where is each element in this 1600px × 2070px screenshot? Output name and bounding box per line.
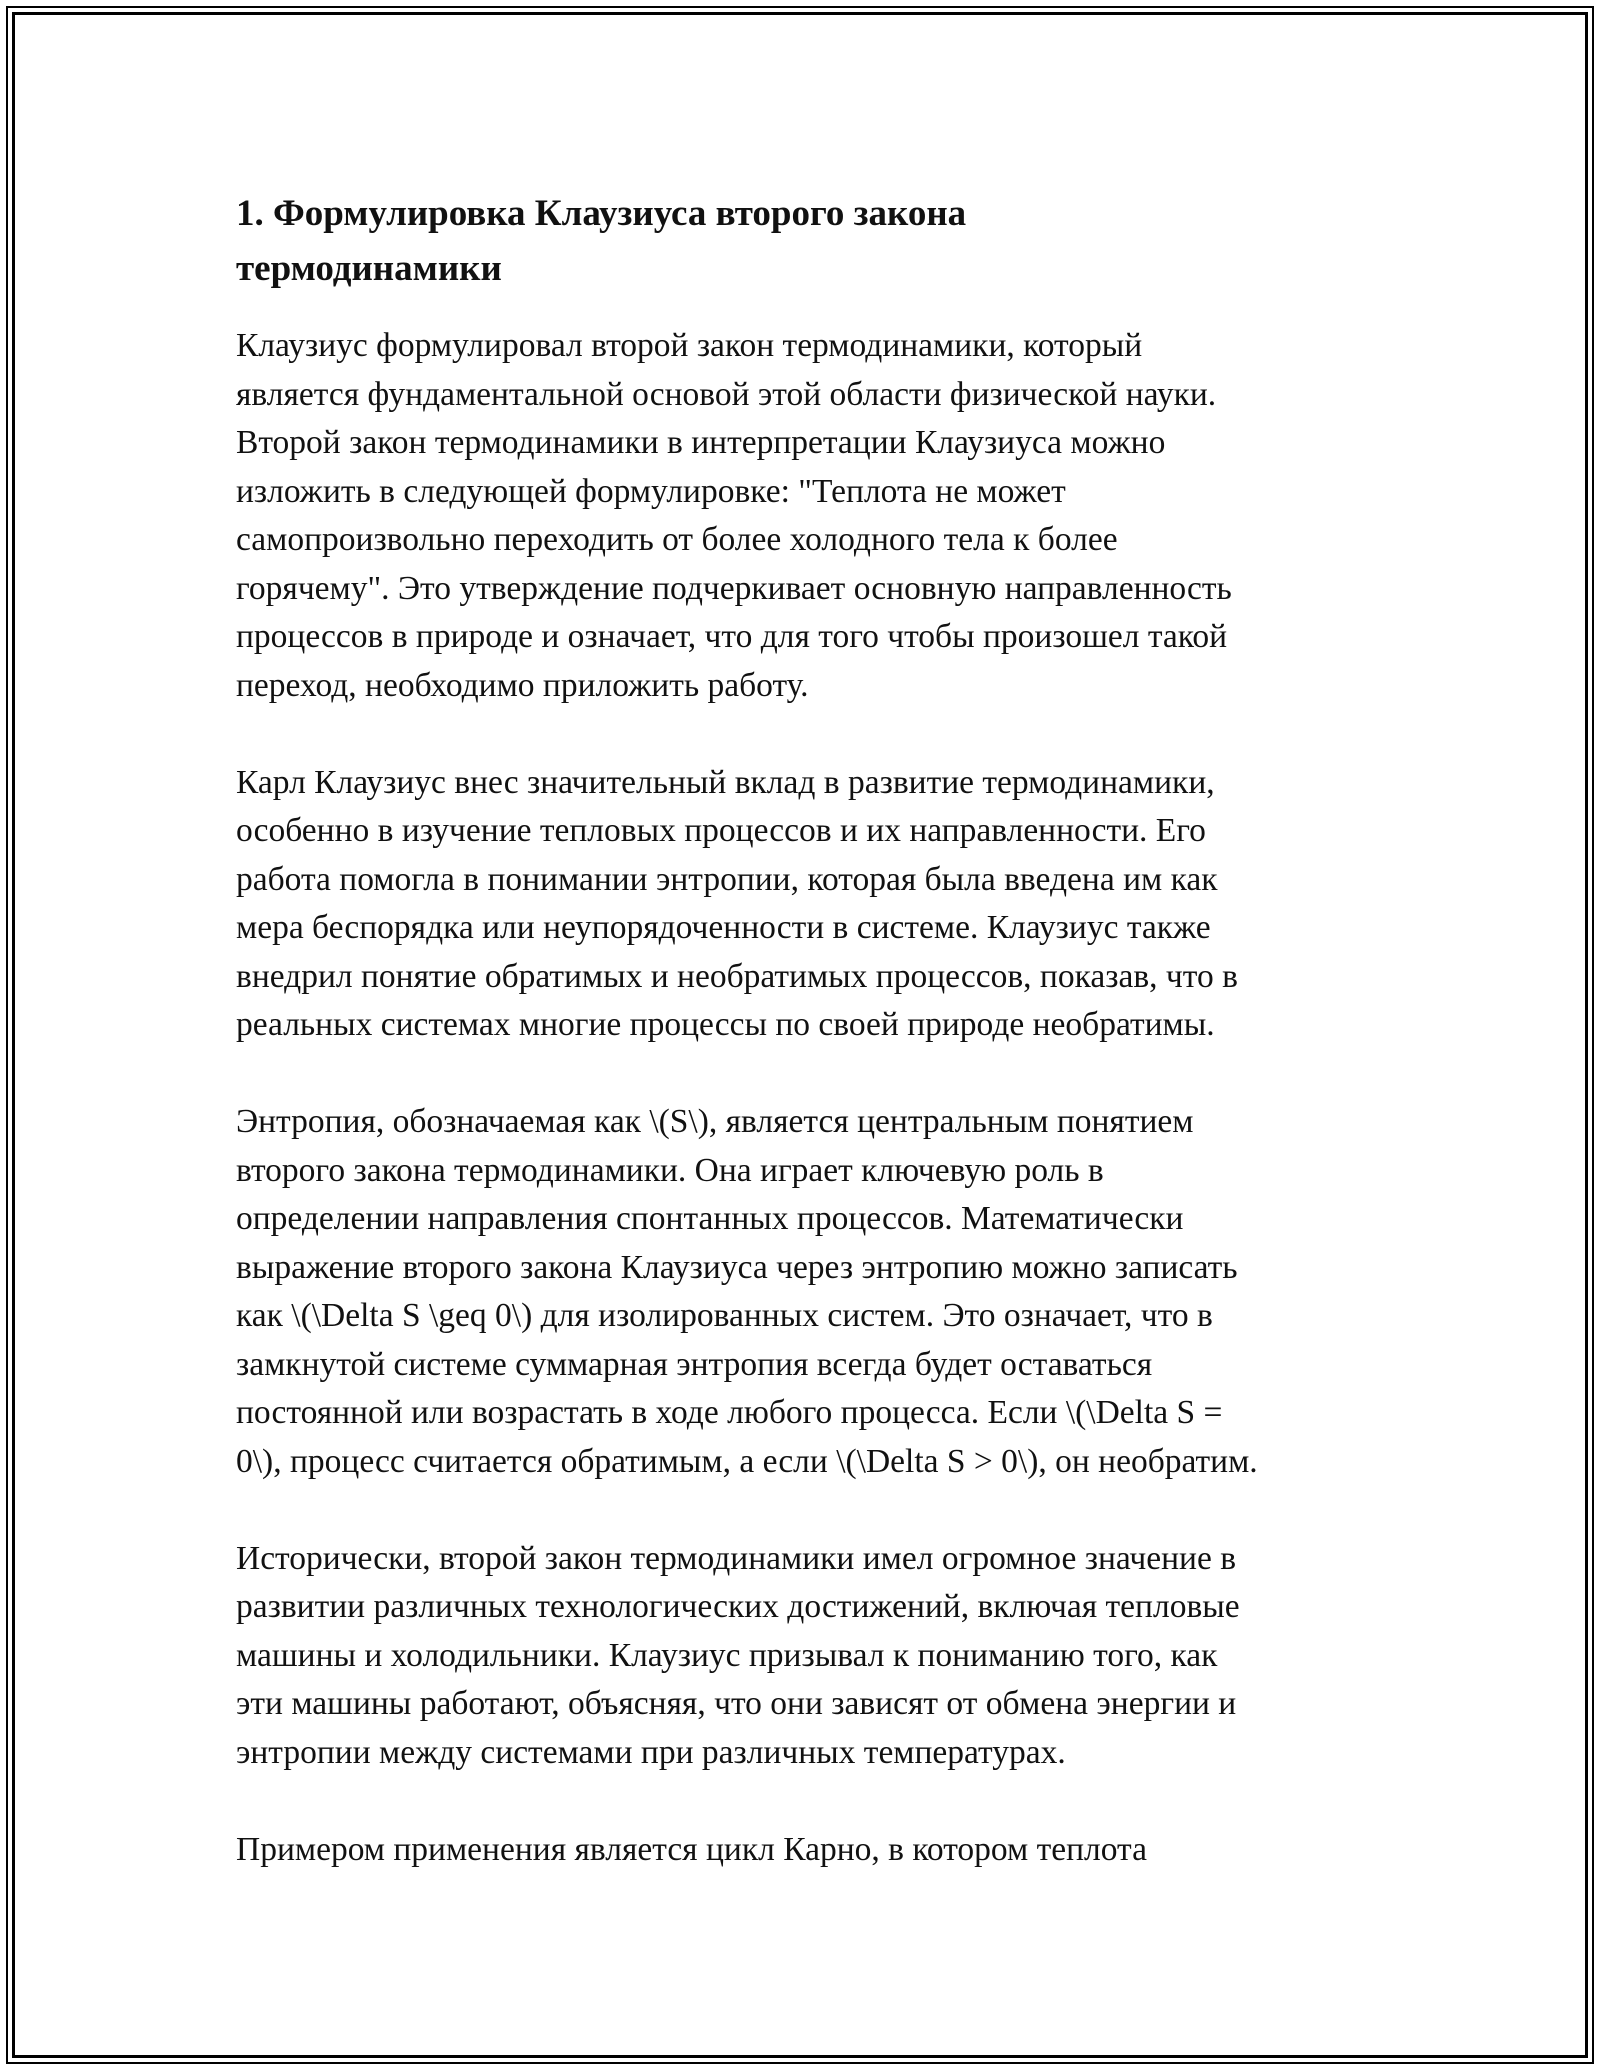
document-body	[236, 186, 1366, 1923]
section-heading: 1. Формулировка Клаузиуса второго закона термодинамики	[236, 193, 967, 289]
paragraph-clausius-contribution: Карл Клаузиус внес значительный вклад в развитие термодинамики, особенно в изучение тепловых процессов и их направленности. Его работа помогла в понимании энтропии, которая была введена им как мера беспорядка или неупорядоченности в системе. Клаузиус также внедрил понятие обратимых и необратимых процессов, показав, что в реальных системах многие процессы по своей природе необратимы.	[236, 763, 1238, 1043]
paragraph-clausius-formulation: Клаузиус формулировал второй закон термодинамики, который является фундаментальной основой этой области физической науки. Второй закон термодинамики в интерпретации Клаузиуса можно изложить в следующей формулировке: "Теплота не может самопроизвольно переходить от более холодного тела к более горячему". Это утверждение подчеркивает основную направленность процессов в природе и означает, что для того чтобы произошел такой переход, необходимо приложить работу.	[236, 327, 1232, 704]
paragraph-carnot-cycle: Примером применения является цикл Карно, в котором теплота	[236, 1830, 1147, 1868]
paragraph-entropy: Энтропия, обозначаемая как \(S\), является центральным понятием второго закона термодинамики. Она играет ключевую роль в определении направления спонтанных процессов. Математически выражение второго закона Клаузиуса через энтропию можно записать как \(\Delta S \geq 0\) для изолированных систем. Это означает, что в замкнутой системе суммарная энтропия всегда будет оставаться постоянной или возрастать в ходе любого процесса. Если \(\Delta S = 0\), процесс считается обратимым, а если \(\Delta S > 0\), он необратим.	[236, 1103, 1258, 1480]
paragraph-historical: Исторически, второй закон термодинамики имел огромное значение в развитии различных технологических достижений, включая тепловые машины и холодильники. Клаузиус призывал к пониманию того, как эти машины работают, объясняя, что они зависят от обмена энергии и энтропии между системами при различных температурах.	[236, 1539, 1240, 1771]
